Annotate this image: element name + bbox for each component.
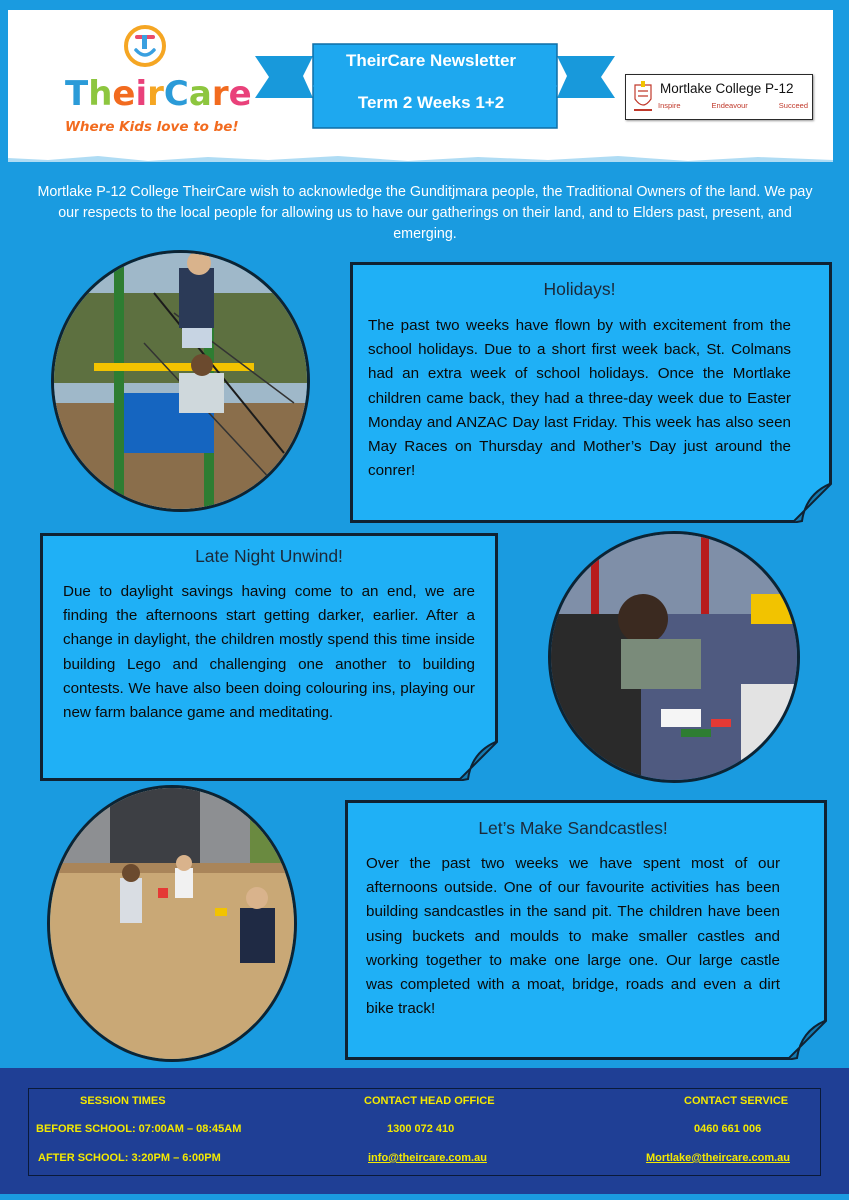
service-phone[interactable]: 0460 661 006	[694, 1123, 762, 1135]
head-office-email-link[interactable]: info@theircare.com.au	[368, 1152, 487, 1164]
logo-tagline: Where Kids love to be!	[65, 119, 239, 135]
motto-word: Endeavour	[711, 101, 748, 110]
college-motto	[658, 101, 808, 110]
section-title: Late Night Unwind!	[195, 546, 343, 566]
head-office-phone[interactable]: 1300 072 410	[387, 1123, 455, 1135]
head-office-heading: CONTACT HEAD OFFICE	[364, 1095, 495, 1107]
theircare-wordmark: TheirCare	[65, 74, 252, 114]
session-times-heading: SESSION TIMES	[80, 1095, 166, 1107]
section-body: Due to daylight savings having come to an end, we are finding the afternoons start getting darker, earlier. After a change in daylight, the children mostly spend this time inside building Lego and challenging one another to building contests. We have also been doing colouring ins, playing our new farm balance game and meditating.	[63, 583, 475, 722]
before-school-times: BEFORE SCHOOL: 07:00AM – 08:45AM	[36, 1123, 242, 1135]
sandpit-photo	[47, 785, 297, 1062]
section-body: The past two weeks have flown by with excitement from the school holidays. Due to a short first week back, St. Colmans had an extra week of school holidays. Once the Mortlake children came back, they had a three-day week due to Easter Monday and ANZAC Day last Friday. This week has also seen May Races on Thursday and Mother’s Day just around the conrer!	[368, 317, 791, 480]
sandcastles-section	[345, 800, 827, 1060]
page-curl-decoration	[787, 1020, 827, 1060]
motto-word: Inspire	[658, 101, 681, 110]
motto-word: Succeed	[778, 101, 808, 110]
playground-photo	[51, 250, 310, 512]
college-name: Mortlake College P-12	[660, 81, 794, 96]
bottom-border	[0, 1194, 849, 1200]
service-email-link[interactable]: Mortlake@theircare.com.au	[646, 1152, 790, 1164]
mortlake-college-logo	[625, 74, 813, 120]
page-curl-decoration	[792, 483, 832, 523]
newsletter-title: TheirCare Newsletter	[345, 51, 517, 70]
after-school-times: AFTER SCHOOL: 3:20PM – 6:00PM	[38, 1152, 221, 1164]
holidays-section	[350, 262, 832, 523]
service-heading: CONTACT SERVICE	[684, 1095, 789, 1107]
section-title: Let’s Make Sandcastles!	[478, 818, 668, 838]
theircare-logo	[55, 24, 252, 142]
section-body: Over the past two weeks we have spent most of our afternoons outside. One of our favourite activities has been building sandcastles in the sand pit. The children have been using buckets and moulds to make smaller castles and working together to make one large one. Our large castle was completed with a moat, bridge, roads and even a dirt bike track!	[366, 855, 780, 1018]
section-title: Holidays!	[543, 279, 616, 299]
lego-photo	[548, 531, 800, 783]
smiley-logo-icon	[123, 24, 167, 68]
page-curl-decoration	[458, 741, 498, 781]
acknowledgement-of-country: Mortlake P-12 College TheirCare wish to acknowledge the Gunditjmara people, the Traditional Owners of the land. We pay our respects to the local people for allowing us to have our gatherings on their land, and to Elders past, present, and emerging.	[37, 184, 813, 242]
newsletter-term: Term 2 Weeks 1+2	[357, 93, 505, 112]
late-night-unwind-section	[40, 533, 498, 781]
college-crest-icon	[632, 79, 654, 115]
